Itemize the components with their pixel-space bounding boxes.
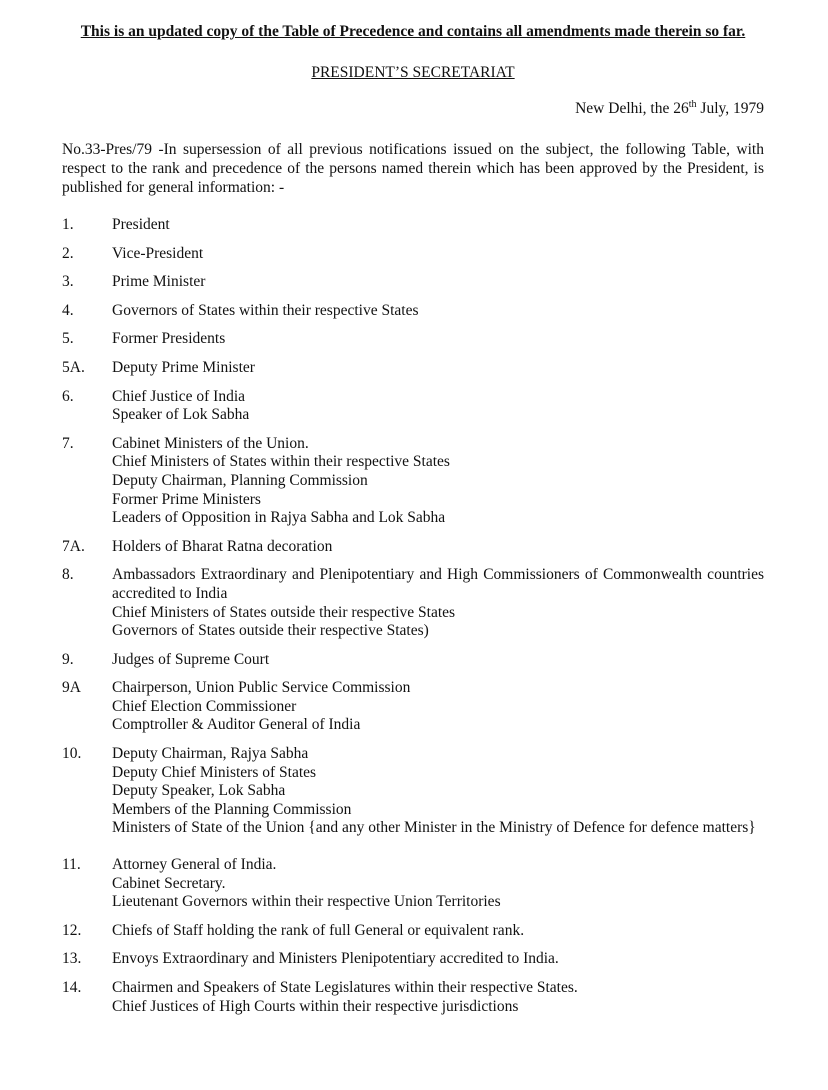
entry-line: Attorney General of India.	[112, 856, 277, 874]
precedence-entry	[62, 216, 764, 235]
entry-lines	[112, 950, 764, 969]
entry-line: Ambassadors Extraordinary and Plenipotentiary and High Commissioners of Commonwealth countries accredited to India	[112, 566, 764, 602]
entry-number: 3.	[62, 273, 74, 291]
entry-line: Holders of Bharat Ratna decoration	[112, 537, 333, 555]
entry-line: Chief Ministers of States within their respective States	[112, 453, 450, 471]
entry-lines	[112, 856, 764, 912]
entry-number: 2.	[62, 244, 74, 262]
entry-lines	[112, 302, 764, 321]
precedence-entry	[62, 538, 764, 557]
entry-line: Envoys Extraordinary and Ministers Plenipotentiary accredited to India.	[112, 950, 559, 968]
entry-lines	[112, 566, 764, 640]
entry-lines	[112, 979, 764, 1016]
precedence-entry	[62, 651, 764, 670]
entry-number: 9A	[62, 679, 81, 697]
entry-line: Judges of Supreme Court	[112, 650, 270, 668]
precedence-entry	[62, 330, 764, 349]
entry-line: Chief Ministers of States outside their respective States	[112, 603, 456, 621]
entry-line: Cabinet Ministers of the Union.	[112, 434, 309, 452]
entry-lines	[112, 745, 764, 838]
entry-number: 11.	[62, 856, 81, 874]
entry-number: 13.	[62, 950, 82, 968]
entry-line: Speaker of Lok Sabha	[112, 406, 250, 424]
entry-line: Deputy Chairman, Planning Commission	[112, 471, 368, 489]
precedence-entry	[62, 950, 764, 969]
entry-line: Chiefs of Staff holding the rank of full General or equivalent rank.	[112, 921, 525, 939]
precedence-entry	[62, 979, 764, 1016]
entry-line: Governors of States outside their respective States)	[112, 622, 429, 640]
entry-line: Governors of States within their respective States	[112, 301, 419, 319]
document-page	[62, 0, 764, 1090]
precedence-entry	[62, 388, 764, 425]
entry-number: 14.	[62, 979, 82, 996]
entry-lines	[112, 651, 764, 670]
precedence-entry	[62, 359, 764, 378]
entry-line: Deputy Prime Minister	[112, 358, 255, 376]
precedence-entry	[62, 679, 764, 735]
precedence-list	[62, 216, 764, 1026]
entry-line: Comptroller & Auditor General of India	[112, 716, 361, 734]
entry-line: Former Presidents	[112, 330, 226, 348]
entry-line: Members of the Planning Commission	[112, 800, 352, 818]
entry-lines	[112, 245, 764, 264]
entry-lines	[112, 679, 764, 735]
entry-line: Chief Justices of High Courts within their respective jurisdictions	[112, 997, 519, 1015]
entry-number: 4.	[62, 301, 74, 319]
entry-number: 12.	[62, 921, 82, 939]
date-suffix: July, 1979	[696, 100, 764, 117]
entry-number: 7.	[62, 434, 74, 452]
entry-line: Deputy Speaker, Lok Sabha	[112, 782, 286, 800]
entry-number: 9.	[62, 650, 74, 668]
entry-line: Leaders of Opposition in Rajya Sabha and Lok Sabha	[112, 509, 446, 527]
precedence-entry	[62, 273, 764, 292]
entry-line: Deputy Chief Ministers of States	[112, 763, 317, 781]
page-title: PRESIDENT’S SECRETARIAT	[311, 64, 515, 81]
entry-line: Chairperson, Union Public Service Commission	[112, 679, 411, 697]
precedence-entry	[62, 245, 764, 264]
entry-line: Former Prime Ministers	[112, 490, 261, 508]
entry-number: 6.	[62, 387, 74, 405]
entry-line: Chairmen and Speakers of State Legislatures within their respective States.	[112, 979, 578, 996]
entry-lines	[112, 388, 764, 425]
entry-line: Vice-President	[112, 244, 204, 262]
entry-number: 8.	[62, 566, 74, 584]
intro-paragraph: No.33-Pres/79 -In supersession of all previous notifications issued on the subject, the following Table, with respect to the rank and precedence of the persons named therein which has been approved by the President, is published for general information: -	[62, 141, 764, 196]
entry-lines	[112, 538, 764, 557]
entry-lines	[112, 273, 764, 292]
entry-line: President	[112, 216, 170, 233]
date-line	[575, 100, 764, 118]
entry-line: Chief Justice of India	[112, 387, 246, 405]
precedence-entry	[62, 856, 764, 912]
entry-lines	[112, 922, 764, 941]
precedence-entry	[62, 922, 764, 941]
precedence-entry	[62, 435, 764, 528]
entry-line: Cabinet Secretary.	[112, 874, 226, 892]
entry-number: 5.	[62, 330, 74, 348]
date-superscript: th	[688, 98, 697, 110]
precedence-entry	[62, 302, 764, 321]
entry-lines	[112, 216, 764, 235]
entry-number: 5A.	[62, 358, 85, 376]
entry-lines	[112, 359, 764, 378]
entry-lines	[112, 435, 764, 528]
entry-line: Ministers of State of the Union {and any other Minister in the Ministry of Defence for defence matters}	[112, 819, 756, 837]
entry-number: 1.	[62, 216, 74, 233]
amendment-note: This is an updated copy of the Table of Precedence and contains all amendments made therein so far.	[80, 23, 746, 40]
entry-lines	[112, 330, 764, 349]
entry-number: 7A.	[62, 537, 85, 555]
entry-line: Chief Election Commissioner	[112, 697, 297, 715]
precedence-entry	[62, 745, 764, 838]
entry-number: 10.	[62, 745, 82, 763]
entry-line: Deputy Chairman, Rajya Sabha	[112, 745, 309, 763]
entry-line: Lieutenant Governors within their respective Union Territories	[112, 893, 501, 911]
precedence-entry	[62, 566, 764, 640]
date-prefix: New Delhi, the 26	[575, 100, 689, 117]
entry-line: Prime Minister	[112, 273, 206, 291]
